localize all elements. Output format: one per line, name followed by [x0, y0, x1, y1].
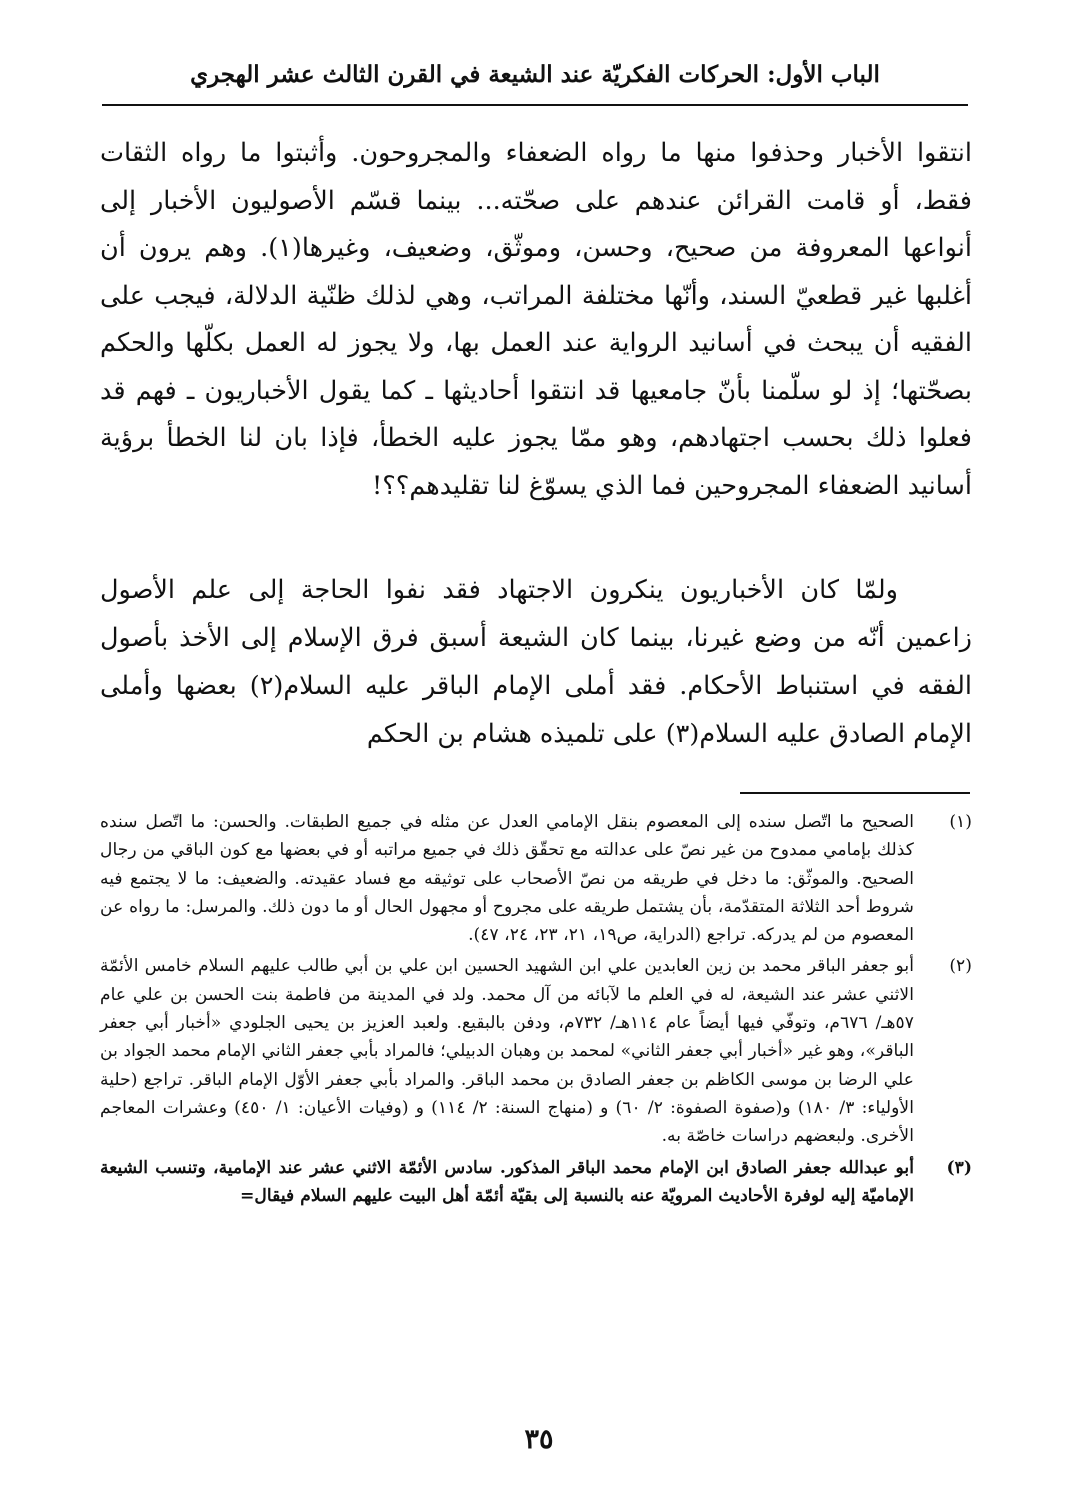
body-paragraph-2: ولمّا كان الأخباريون ينكرون الاجتهاد فقد نفوا الحاجة إلى علم الأصول زاعمين أنّه من وضع غيرنا، بينما كان الشيعة أسبق فرق الإسلام إلى الأخذ بأصول الفقه في استنباط الأحكام. فقد أملى الإمام الباقر عليه السلام(٢) بعضها وأملى الإمام الصادق عليه السلام(٣) على تلميذه هشام بن الحكم [100, 575, 972, 749]
footnote-number: (٣) [946, 1157, 972, 1178]
page-number: ٣٥ [524, 1424, 554, 1455]
footnote-3 [100, 1154, 972, 1211]
footnote-number: (٢) [949, 956, 972, 977]
footnote-text: أبو جعفر الباقر محمد بن زين العابدين علي ابن الشهيد الحسين ابن علي بن أبي طالب عليهم السلام خامس الأئمّة الاثني عشر عند الشيعة، له في العلم ما لآبائه من آل محمد. ولد في المدينة من فاطمة بنت الحسن بن علي عام ٥٧هـ/ ٦٧٦م، وتوفّي فيها أيضاً عام ١١٤هـ/ ٧٣٢م، ودفن بالبقيع. ولعبد العزيز بن يحيى الجلودي «أخبار أبي جعفر الباقر»، وهو غير «أخبار أبي جعفر الثاني» لمحمد بن وهبان الدبيلي؛ فالمراد بأبي جعفر الثاني الإمام محمد الجواد بن علي الرضا بن موسى الكاظم بن جعفر الصادق بن محمد الباقر. والمراد بأبي جعفر الأوّل الإمام الباقر. تراجع (حلية الأولياء: ٣/ ١٨٠) و(صفوة الصفوة: ٢/ ٦٠) و (منهاج السنة: ٢/ ١١٤) و (وفيات الأعيان: ١/ ٤٥٠) وعشرات المعاجم الأخرى. ولبعضهم دراسات خاصّة به. [100, 956, 914, 1147]
footnote-divider [740, 792, 970, 794]
header-divider [102, 104, 968, 106]
running-header: الباب الأول: الحركات الفكريّة عند الشيعة في القرن الثالث عشر الهجري [190, 61, 880, 88]
footnote-2 [100, 952, 972, 1150]
footnote-number: (١) [949, 812, 972, 832]
footnote-1 [100, 808, 972, 949]
footnote-text: الصحيح ما اتّصل سنده إلى المعصوم بنقل الإمامي العدل عن مثله في جميع الطبقات. والحسن: ما اتّصل سنده كذلك بإمامي ممدوح من غير نصّ على عدالته مع تحقّق ذلك في جميع مراتبه أو في بعضها مع كون الباقي من رجال الصحيح. والموثّق: ما دخل في طريقه من نصّ الأصحاب على توثيقه مع فساد عقيدته. والضعيف: ما لا يجتمع فيه شروط أحد الثلاثة المتقدّمة، بأن يشتمل طريقه على مجروح أو مجهول الحال أو ما دون ذلك. والمرسل: ما رواه عن المعصوم من لم يدركه. تراجع (الدراية، ص١٩، ٢١، ٢٣، ٢٤، ٤٧). [100, 812, 914, 946]
body-paragraph-1: انتقوا الأخبار وحذفوا منها ما رواه الضعفاء والمجروحون. وأثبتوا ما رواه الثقات فقط، أو قامت القرائن عندهم على صحّته... بينما قسّم الأصوليون الأخبار إلى أنواعها المعروفة من صحيح، وحسن، وموثّق، وضعيف، وغيرها(١). وهم يرون أن أغلبها غير قطعيّ السند، وأنّها مختلفة المراتب، وهي لذلك ظنّية الدلالة، فيجب على الفقيه أن يبحث في أسانيد الرواية عند العمل بها، ولا يجوز له العمل بكلّها والحكم بصحّتها؛ إذ لو سلّمنا بأنّ جامعيها قد انتقوا أحاديثها ـ كما يقول الأخباريون ـ فهم قد فعلوا ذلك بحسب اجتهادهم، وهو ممّا يجوز عليه الخطأ، فإذا بان لنا الخطأ برؤية أسانيد الضعفاء المجروحين فما الذي يسوّغ لنا تقليدهم؟؟! [100, 138, 972, 501]
footnote-text: أبو عبدالله جعفر الصادق ابن الإمام محمد الباقر المذكور. سادس الأئمّة الاثني عشر عند الإمامية، وتنسب الشيعة الإماميّة إليه لوفرة الأحاديث المرويّة عنه بالنسبة إلى بقيّة أئمّة أهل البيت عليهم السلام فيقال= [100, 1157, 914, 1206]
footnotes [100, 808, 972, 1210]
